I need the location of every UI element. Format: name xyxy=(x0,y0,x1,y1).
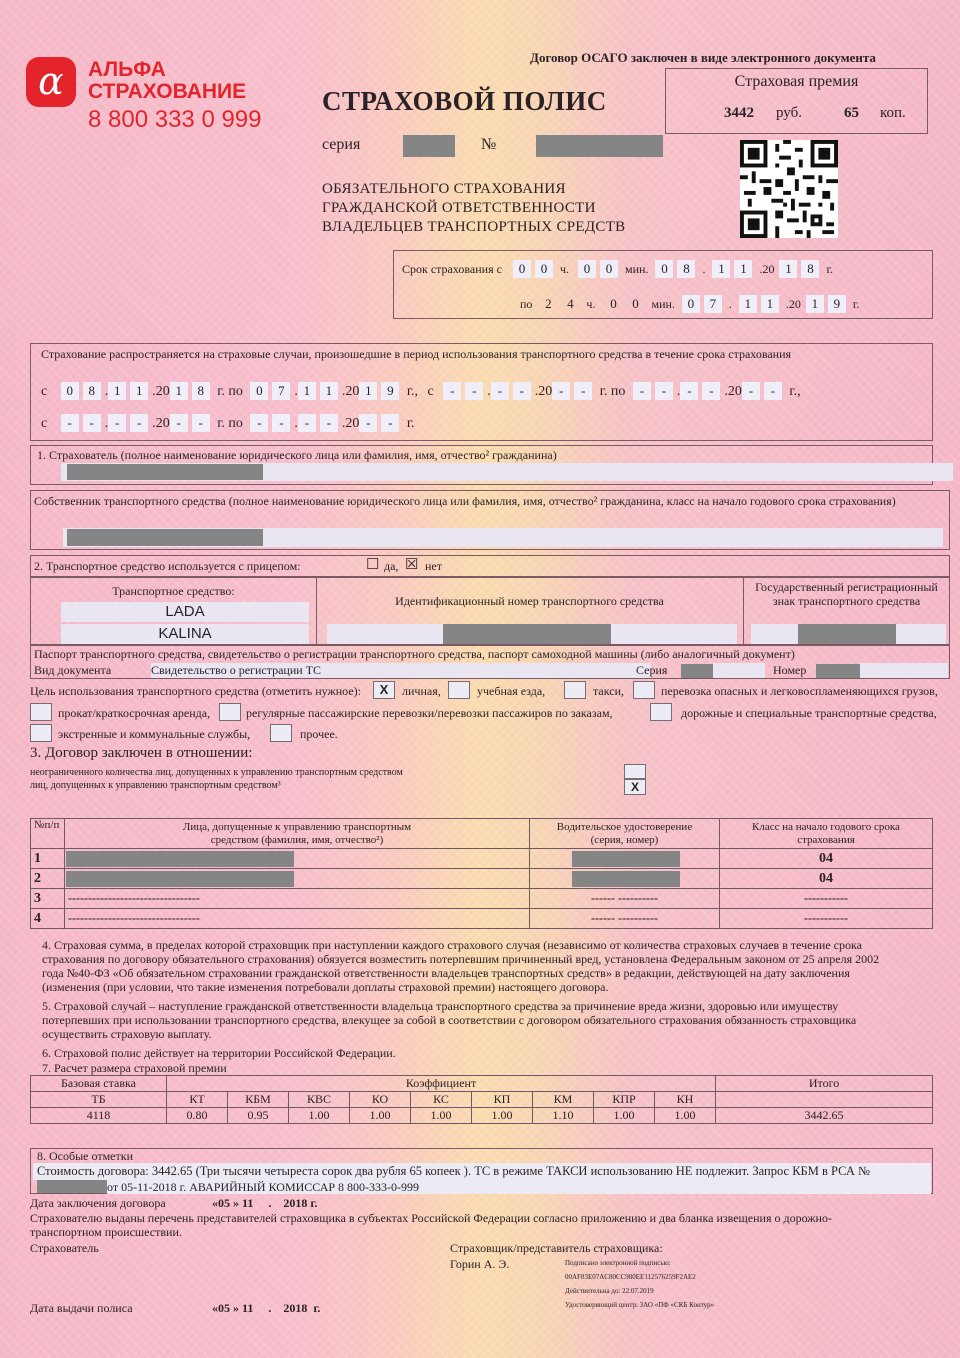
vehicle-model: KALINA xyxy=(61,624,309,644)
contract-unlimited-checkbox[interactable] xyxy=(624,764,646,779)
premium-kop-label: коп. xyxy=(880,105,906,121)
calc-val-ks: 1.00 xyxy=(411,1108,472,1124)
trailer-yes-checkbox[interactable]: ☐ xyxy=(366,557,380,573)
driver-name xyxy=(65,869,530,889)
document-type-value: Свидетельство о регистрации ТС xyxy=(151,663,651,678)
calc-col-km: КМ xyxy=(533,1092,594,1108)
number-label: № xyxy=(481,136,497,153)
calc-header-row xyxy=(31,1076,933,1092)
year-suffix-2: г. xyxy=(852,297,860,311)
term-from-label: Срок страхования с xyxy=(402,262,502,276)
calc-coef-label: Коэффициент xyxy=(167,1076,716,1092)
u2-end: г., xyxy=(789,384,801,399)
u1-end: г., xyxy=(406,384,419,399)
driver-name: --------------------------------- xyxy=(65,909,530,929)
drivers-header-row xyxy=(31,819,933,849)
document-box xyxy=(30,645,950,679)
insured-box xyxy=(30,445,933,485)
purpose-personal-checkbox[interactable]: X xyxy=(373,681,395,699)
u1-d1: 0 xyxy=(61,382,79,400)
u3-ty1: - xyxy=(359,414,377,432)
u2-d1: - xyxy=(443,382,461,400)
calc-val-kpr: 1.00 xyxy=(594,1108,655,1124)
series-label: серия xyxy=(322,136,361,153)
driver-name-redacted xyxy=(66,851,294,867)
usage-line-1: с 0 8 . 1 1 .20 1 8 г. по 0 7 . 1 1 .20 1 9 г., с - - . - - .20 - - г. по - - . - - .20 - - г., xyxy=(41,383,801,399)
document-series-label: Серия xyxy=(636,663,668,677)
vin-redacted xyxy=(443,624,611,644)
clause-7: 7. Расчет размера страховой премии xyxy=(42,1061,227,1075)
year-suffix: г. xyxy=(826,262,834,276)
series-redacted xyxy=(403,135,455,157)
u3-ty2: - xyxy=(381,414,399,432)
drivers-header-license: Водительское удостоверение (серия, номер) xyxy=(530,819,720,849)
vin-label: Идентификационный номер транспортного средства xyxy=(395,594,664,608)
alfa-logo-icon xyxy=(26,57,76,107)
drivers-table xyxy=(30,818,933,929)
u3-y2: - xyxy=(192,414,210,432)
u1-typ: .20 xyxy=(341,384,360,399)
purpose-emergency-label: экстренные и коммунальные службы, xyxy=(58,727,251,741)
driver-name-redacted xyxy=(66,871,294,887)
qr-code xyxy=(740,140,838,238)
plate-label: Государственный регистрационный знак транспортного средства xyxy=(755,580,938,608)
u1-yp: .20 xyxy=(152,384,170,399)
driver-name xyxy=(65,849,530,869)
u3-yp: .20 xyxy=(152,416,170,431)
calc-val-tb: 4118 xyxy=(31,1108,167,1124)
driver-license: ------ ---------- xyxy=(530,889,720,909)
calc-total-label: Итого xyxy=(716,1076,933,1092)
m-label: мин. xyxy=(625,262,649,276)
purpose-passenger-label: регулярные пассажирские перевозки/перевозки пассажиров по заказам, xyxy=(246,706,613,720)
u2-y2: - xyxy=(574,382,592,400)
u2-m2: - xyxy=(513,382,531,400)
signature-line-2: 00AF83E07AC80CC980EE112576259F2AE2 xyxy=(565,1273,696,1281)
usage-c-label: с xyxy=(41,384,48,399)
insurer-name: Горин А. Э. xyxy=(450,1257,510,1271)
table-row xyxy=(31,889,933,909)
document-header: Паспорт транспортного средства, свидетельство о регистрации транспортного средства, паспорт самоходной машины (либо аналогичный документ) xyxy=(34,647,795,661)
u1-y1: 1 xyxy=(170,382,188,400)
document-number-field xyxy=(860,663,948,678)
purpose-personal-label: личная, xyxy=(402,684,441,698)
u2-typ: .20 xyxy=(724,384,742,399)
premium-rub-label: руб. xyxy=(776,105,802,121)
u3-y1: - xyxy=(170,414,188,432)
calc-col-kp: КП xyxy=(472,1092,533,1108)
owner-label: Собственник транспортного средства (полное наименование юридического лица или фамилия, имя, отчество² гражданина, класс на начало годового срока страхования) xyxy=(34,494,896,508)
u3-end: г. xyxy=(406,416,415,431)
calc-val-kn: 1.00 xyxy=(655,1108,716,1124)
calc-col-kvs: КВС xyxy=(289,1092,350,1108)
document-type-label: Вид документа xyxy=(34,663,112,677)
from-month-1: 1 xyxy=(712,260,730,278)
u1-td2: 7 xyxy=(272,382,290,400)
clause-6: 6. Страховой полис действует на территории Российской Федерации. xyxy=(42,1046,396,1060)
document-series-redacted xyxy=(681,664,713,678)
purpose-other-label: прочее. xyxy=(300,727,338,741)
u3-tm1: - xyxy=(298,414,316,432)
year-prefix-2: .20 xyxy=(785,297,801,311)
u1-td1: 0 xyxy=(250,382,268,400)
table-row xyxy=(31,869,933,889)
contract-unlimited: неограниченного количества лиц, допущенных к управлению транспортным средством xyxy=(30,767,403,778)
owner-box xyxy=(30,490,950,550)
to-month-2: 1 xyxy=(761,295,779,313)
purpose-dangerous-label: перевозка опасных и легковоспламеняющихся грузов, xyxy=(661,684,938,698)
u2-m1: - xyxy=(491,382,509,400)
special-request-redacted xyxy=(37,1180,107,1193)
premium-box xyxy=(665,68,928,134)
contract-limited-checkbox[interactable]: X xyxy=(624,779,646,795)
from-min-1: 0 xyxy=(578,260,596,278)
to-year-1: 1 xyxy=(806,295,824,313)
purpose-rental-checkbox[interactable] xyxy=(30,703,52,721)
calc-val-ko: 1.00 xyxy=(350,1108,411,1124)
driver-class: 04 xyxy=(720,849,933,869)
from-year-2: 8 xyxy=(801,260,819,278)
u3-d1: - xyxy=(61,414,79,432)
u1-m1: 1 xyxy=(108,382,126,400)
purpose-label: Цель использования транспортного средства (отметить нужное): xyxy=(30,684,361,698)
issue-date-value: «05 » 11 . 2018 г. xyxy=(212,1301,321,1315)
driver-license xyxy=(530,849,720,869)
drivers-header-class: Класс на начало годового срока страхования xyxy=(720,819,933,849)
from-min-2: 0 xyxy=(600,260,618,278)
u2-td2: - xyxy=(655,382,673,400)
to-year-2: 9 xyxy=(828,295,846,313)
signature-line-4: Удостоверяющий центр: ЗАО «ПФ «СКБ Контур» xyxy=(565,1301,715,1309)
policy-subtitle xyxy=(322,180,626,237)
u1-ty1: 1 xyxy=(359,382,377,400)
driver-num: 2 xyxy=(31,869,65,889)
insurer-label: Страховщик/представитель страховщика: xyxy=(450,1241,663,1255)
special-text-1: Стоимость договора: 3442.65 (Три тысячи четыреста сорок два рубля 65 копеек ). ТС в режиме ТАКСИ использованию НЕ подлежит. Запрос КБМ в РСА № xyxy=(33,1163,931,1180)
premium-rub-value: 3442 xyxy=(724,105,754,121)
driver-license: ------ ---------- xyxy=(530,909,720,929)
document-number-redacted xyxy=(816,664,860,678)
term-to-label: по xyxy=(520,297,533,311)
u2-ty2: - xyxy=(764,382,782,400)
purpose-rental-label: прокат/краткосрочная аренда, xyxy=(58,706,211,720)
u3-d2: - xyxy=(83,414,101,432)
clause-5: 5. Страховой случай – наступление гражданской ответственности владельца транспортного средства за причинение вреда жизни, здоровью или имуществу потерпевших при использовании транспортного средства, влекущее за собой в соответствии с договором обязательного страхования обязанность страховщика осуществить страховую выплату. xyxy=(42,999,857,1041)
u3-tm2: - xyxy=(320,414,338,432)
u1-tm2: 1 xyxy=(320,382,338,400)
footer-notice: Страхователю выданы перечень представителей страховщика в субъектах Российской Федерации согласно приложению и два бланка извещения о дорожно-транспортном происшествии. xyxy=(30,1211,832,1239)
from-hour-2: 0 xyxy=(535,260,553,278)
term-to-row: по 2 4 ч. 0 0 мин. 0 7 . 1 1 .20 1 9 г. xyxy=(520,296,860,311)
driver-class: 04 xyxy=(720,869,933,889)
calc-base-label: Базовая ставка xyxy=(31,1076,167,1092)
contract-title: 3. Договор заключен в отношении: xyxy=(30,745,253,761)
calc-col-kn: КН xyxy=(655,1092,716,1108)
subtitle-line-3: ВЛАДЕЛЬЦЕВ ТРАНСПОРТНЫХ СРЕДСТВ xyxy=(322,219,626,235)
special-label: 8. Особые отметки xyxy=(37,1149,133,1163)
u2-tm2: - xyxy=(702,382,720,400)
special-notes-box xyxy=(30,1148,933,1194)
company-name-line2: СТРАХОВАНИЕ xyxy=(88,80,247,103)
purpose-passenger-checkbox[interactable] xyxy=(219,703,241,721)
from-hour-1: 0 xyxy=(513,260,531,278)
u2-c-label: с xyxy=(427,384,434,399)
u1-m2: 1 xyxy=(130,382,148,400)
date-label: Дата заключения договора xyxy=(30,1196,166,1210)
u3-po: г. по xyxy=(217,416,243,431)
purpose-training-label: учебная езда, xyxy=(477,684,546,698)
calc-val-kp: 1.00 xyxy=(472,1108,533,1124)
vehicle-label: Транспортное средство: xyxy=(112,584,235,598)
to-day-2: 7 xyxy=(704,295,722,313)
u1-tm1: 1 xyxy=(298,382,316,400)
u3-typ: .20 xyxy=(341,416,360,431)
contract-note: Договор ОСАГО заключен в виде электронного документа xyxy=(530,50,876,65)
usage-period-box xyxy=(30,343,933,441)
subtitle-line-2: ГРАЖДАНСКОЙ ОТВЕТСТВЕННОСТИ xyxy=(322,200,596,216)
driver-num: 1 xyxy=(31,849,65,869)
table-row xyxy=(31,909,933,929)
drivers-header-num: №п/п xyxy=(31,819,65,849)
premium-title: Страховая премия xyxy=(734,73,859,90)
issue-date-label: Дата выдачи полиса xyxy=(30,1301,133,1315)
usage-header: Страхование распространяется на страховые случаи, произошедшие в период использования транспортного средства в течение срока страхования xyxy=(41,347,792,361)
usage-line-2: с - - . - - .20 - - г. по - - . - - .20 - - г. xyxy=(41,415,415,431)
term-from-row: Срок страхования с 0 0 ч. 0 0 мин. 0 8 . 1 1 .20 1 8 г. xyxy=(402,261,834,276)
purpose-road-label: дорожные и специальные транспортные средства, xyxy=(681,706,937,720)
to-day-1: 0 xyxy=(682,295,700,313)
trailer-label: 2. Транспортное средство используется с прицепом: xyxy=(34,559,301,573)
from-day-2: 8 xyxy=(677,260,695,278)
insured-label: 1. Страхователь (полное наименование юридического лица или фамилия, имя, отчество² гражданина) xyxy=(37,448,557,462)
purpose-other-checkbox[interactable] xyxy=(270,724,292,742)
calc-val-kbm: 0.95 xyxy=(228,1108,289,1124)
trailer-row xyxy=(30,555,950,577)
u3-td1: - xyxy=(250,414,268,432)
u1-y2: 8 xyxy=(192,382,210,400)
insured-redacted xyxy=(67,464,263,480)
company-logo xyxy=(26,57,276,137)
calc-val-kt: 0.80 xyxy=(167,1108,228,1124)
to-month-1: 1 xyxy=(739,295,757,313)
purpose-taxi-label: такси, xyxy=(593,684,624,698)
drivers-header-name: Лица, допущенные к управлению транспортным средством (фамилия, имя, отчество²) xyxy=(65,819,530,849)
u2-po: г. по xyxy=(599,384,626,399)
year-prefix: .20 xyxy=(759,262,775,276)
vehicle-box xyxy=(30,577,950,645)
driver-license xyxy=(530,869,720,889)
to-hour-2: 4 xyxy=(567,296,574,311)
u2-d2: - xyxy=(465,382,483,400)
document-series-field xyxy=(713,663,765,678)
vehicle-make: LADA xyxy=(61,602,309,622)
signature-line-3: Действительна до: 22.07.2019 xyxy=(565,1287,654,1295)
term-box xyxy=(393,250,933,319)
h-label-2: ч. xyxy=(586,297,596,311)
owner-redacted xyxy=(67,529,263,546)
from-year-1: 1 xyxy=(779,260,797,278)
to-min-1: 0 xyxy=(610,296,617,311)
from-day-1: 0 xyxy=(655,260,673,278)
purpose-dangerous-checkbox[interactable] xyxy=(633,681,655,699)
document-number-label: Номер xyxy=(773,663,807,677)
date-value: «05 » 11 . 2018 г. xyxy=(212,1196,318,1210)
policy-title: СТРАХОВОЙ ПОЛИС xyxy=(322,86,607,116)
u1-po: г. по xyxy=(217,384,243,399)
to-hour-1: 2 xyxy=(545,296,552,311)
u2-ty1: - xyxy=(742,382,760,400)
driver-license-redacted xyxy=(572,871,680,887)
u2-y1: - xyxy=(552,382,570,400)
premium-calc-table xyxy=(30,1075,933,1124)
purpose-emergency-checkbox[interactable] xyxy=(30,724,52,742)
to-min-2: 0 xyxy=(632,296,639,311)
u1-d2: 8 xyxy=(83,382,101,400)
plate-redacted xyxy=(798,624,896,644)
trailer-no-label: нет xyxy=(425,559,442,573)
driver-license-redacted xyxy=(572,851,680,867)
u3-m2: - xyxy=(130,414,148,432)
calc-col-kpr: КПР xyxy=(594,1092,655,1108)
clause-4: 4. Страховая сумма, в пределах которой страховщик при наступлении каждого страхового случая (независимо от количества страховых случаев в течение срока страхования по договору обязательного страхования) обязуется возместить потерпевшим причиненный вред, установлена Федеральным законом от 25 апреля 2002 года №40-ФЗ «Об обязательном страховании гражданской ответственности владельцев транспортных средств» в редакции, действующей на дату заключения (изменения (при условии, что такие изменения потребовали доплаты страховой премии) настоящего договора. xyxy=(42,938,880,994)
premium-kop-value: 65 xyxy=(844,105,859,121)
from-month-2: 1 xyxy=(734,260,752,278)
driver-num: 4 xyxy=(31,909,65,929)
calc-val-total: 3442.65 xyxy=(716,1108,933,1124)
calc-cols-row xyxy=(31,1092,933,1108)
driver-class: ----------- xyxy=(720,889,933,909)
u1-ty2: 9 xyxy=(381,382,399,400)
driver-name: --------------------------------- xyxy=(65,889,530,909)
u3-td2: - xyxy=(272,414,290,432)
svg-text:α: α xyxy=(38,59,64,103)
number-redacted xyxy=(536,135,663,157)
contract-limited: лиц, допущенных к управлению транспортным средством³ xyxy=(30,780,281,791)
purpose-road-checkbox[interactable] xyxy=(650,703,672,721)
calc-col-kt: КТ xyxy=(167,1092,228,1108)
calc-values-row xyxy=(31,1108,933,1124)
u3-m1: - xyxy=(108,414,126,432)
u2-tm1: - xyxy=(680,382,698,400)
u3-c-label: с xyxy=(41,416,48,431)
company-name-line1: АЛЬФА xyxy=(88,58,166,81)
h-label: ч. xyxy=(559,262,569,276)
trailer-yes-label: да, xyxy=(384,559,399,573)
calc-col-kbm: КБМ xyxy=(228,1092,289,1108)
calc-val-km: 1.10 xyxy=(533,1108,594,1124)
purpose-training-checkbox[interactable] xyxy=(448,681,470,699)
calc-col-total xyxy=(716,1092,933,1108)
u2-yp: .20 xyxy=(534,384,553,399)
driver-num: 3 xyxy=(31,889,65,909)
m-label-2: мин. xyxy=(651,297,675,311)
company-phone: 8 800 333 0 999 xyxy=(88,106,262,133)
calc-val-kvs: 1.00 xyxy=(289,1108,350,1124)
subtitle-line-1: ОБЯЗАТЕЛЬНОГО СТРАХОВАНИЯ xyxy=(322,181,566,197)
driver-class: ----------- xyxy=(720,909,933,929)
calc-col-tb: ТБ xyxy=(31,1092,167,1108)
special-text-2: от 05-11-2018 г. АВАРИЙНЫЙ КОМИССАР 8 800-333-0-999 xyxy=(107,1180,931,1194)
trailer-no-checkbox[interactable]: ☒ xyxy=(405,557,419,573)
calc-col-ks: КС xyxy=(411,1092,472,1108)
policyholder-label: Страхователь xyxy=(30,1241,99,1255)
calc-col-ko: КО xyxy=(350,1092,411,1108)
u2-td1: - xyxy=(633,382,651,400)
table-row xyxy=(31,849,933,869)
signature-line-1: Подписано электронной подписью: xyxy=(565,1259,671,1267)
purpose-taxi-checkbox[interactable] xyxy=(564,681,586,699)
